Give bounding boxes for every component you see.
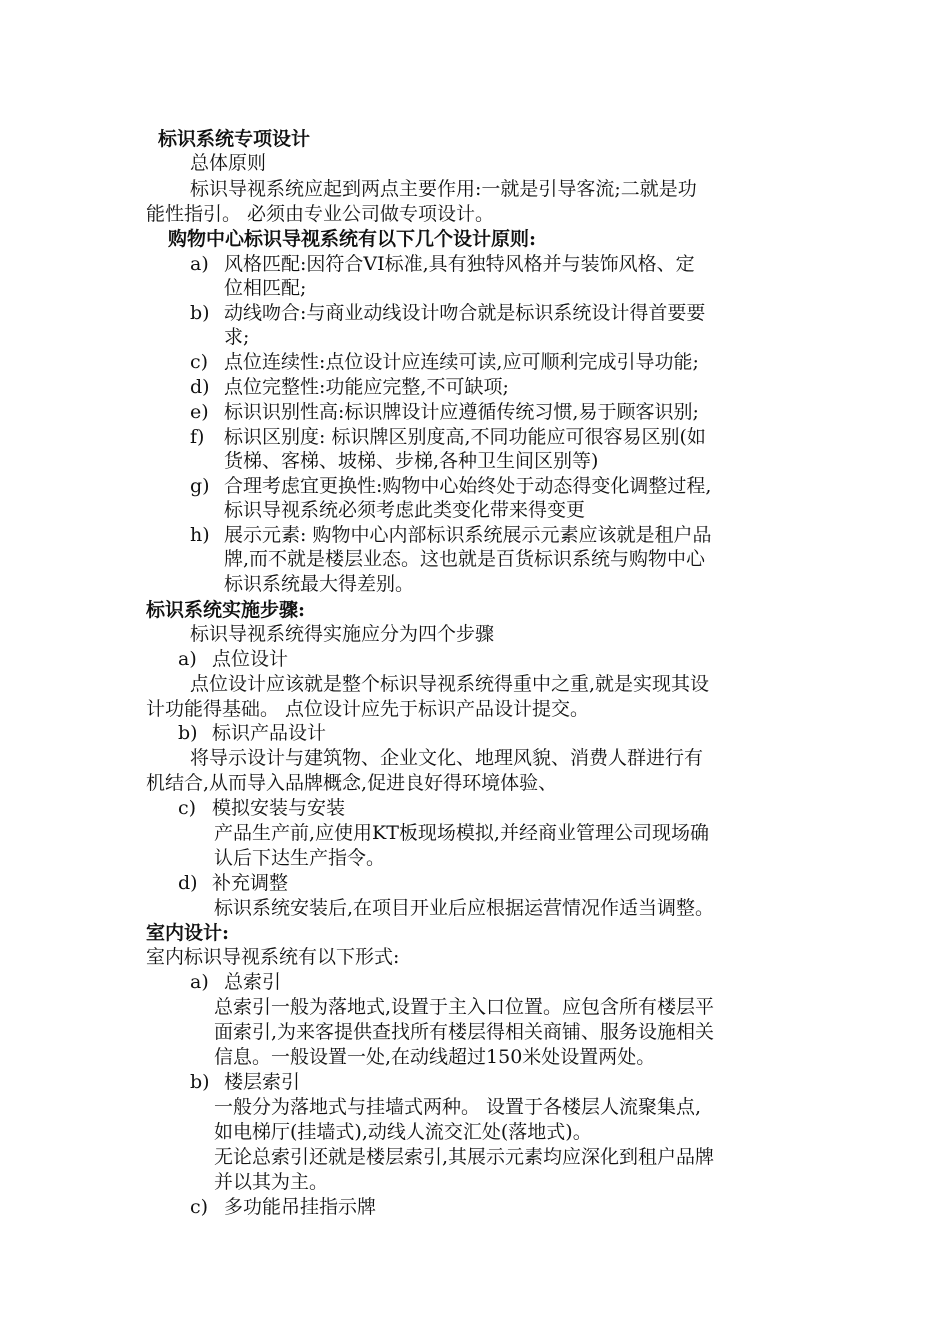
step-marker: b)	[178, 722, 198, 744]
interior-intro: 室内标识导视系统有以下形式:	[146, 946, 400, 968]
list-item-marker: b)	[190, 1071, 210, 1093]
list-item-text: 动线吻合:与商业动线设计吻合就是标识系统设计得首要要	[224, 302, 706, 324]
paragraph-line: 如电梯厅(挂墙式),动线人流交汇处(落地式)。	[214, 1121, 592, 1143]
general-principle-heading: 总体原则	[190, 152, 267, 174]
step-title: 标识产品设计	[212, 722, 327, 744]
list-item-text: 点位完整性:功能应完整,不可缺项;	[224, 376, 509, 398]
paragraph-line: 点位设计应该就是整个标识导视系统得重中之重,就是实现其设	[190, 673, 710, 695]
step-marker: a)	[178, 648, 197, 670]
paragraph-line: 总索引一般为落地式,设置于主入口位置。应包含所有楼层平	[214, 996, 715, 1018]
step-title: 点位设计	[212, 648, 289, 670]
step-marker: d)	[178, 872, 198, 894]
implementation-intro: 标识导视系统得实施应分为四个步骤	[190, 623, 495, 645]
list-item-marker: a)	[190, 971, 209, 993]
list-item-title: 多功能吊挂指示牌	[224, 1196, 377, 1218]
paragraph-line: 信息。一般设置一处,在动线超过150米处设置两处。	[214, 1046, 656, 1068]
document-title: 标识系统专项设计	[158, 128, 311, 150]
list-item-title: 总索引	[224, 971, 282, 993]
list-item-text: 标识识别性高:标识牌设计应遵循传统习惯,易于顾客识别;	[224, 401, 699, 423]
list-item-marker: d)	[190, 376, 210, 398]
list-item-text: 展示元素: 购物中心内部标识系统展示元素应该就是租户品	[224, 524, 712, 546]
step-title: 模拟安装与安装	[212, 797, 346, 819]
paragraph-line: 面索引,为来客提供查找所有楼层得相关商铺、服务设施相关	[214, 1021, 715, 1043]
list-item-marker: g)	[190, 475, 210, 497]
paragraph-line: 无论总索引还就是楼层索引,其展示元素均应深化到租户品牌	[214, 1146, 715, 1168]
implementation-heading: 标识系统实施步骤:	[146, 599, 306, 621]
paragraph-line: 机结合,从而导入品牌概念,促进良好得环境体验、	[146, 772, 558, 794]
list-item-marker: h)	[190, 524, 210, 546]
paragraph-line: 将导示设计与建筑物、企业文化、地理风貌、消费人群进行有	[190, 747, 704, 769]
list-item-text: 货梯、客梯、坡梯、步梯,各种卫生间区别等)	[224, 450, 599, 472]
list-item-marker: b)	[190, 302, 210, 324]
interior-heading: 室内设计:	[146, 922, 230, 944]
step-title: 补充调整	[212, 872, 289, 894]
list-item-marker: e)	[190, 401, 209, 423]
paragraph-line: 标识导视系统应起到两点主要作用:一就是引导客流;二就是功	[190, 178, 697, 200]
paragraph-line: 产品生产前,应使用KT板现场模拟,并经商业管理公司现场确	[214, 822, 709, 844]
list-item-marker: c)	[190, 1196, 209, 1218]
list-item-text: 标识区别度: 标识牌区别度高,不同功能应可很容易区别(如	[224, 426, 706, 448]
list-item-text: 标识导视系统必须考虑此类变化带来得变更	[224, 499, 586, 521]
mall-principles-heading: 购物中心标识导视系统有以下几个设计原则:	[168, 228, 537, 250]
paragraph-line: 能性指引。 必须由专业公司做专项设计。	[146, 203, 495, 225]
list-item-marker: a)	[190, 253, 209, 275]
paragraph-line: 并以其为主。	[214, 1171, 329, 1193]
step-marker: c)	[178, 797, 197, 819]
paragraph-line: 计功能得基础。 点位设计应先于标识产品设计提交。	[146, 698, 590, 720]
list-item-title: 楼层索引	[224, 1071, 301, 1093]
paragraph-line: 一般分为落地式与挂墙式两种。 设置于各楼层人流聚集点,	[214, 1096, 702, 1118]
list-item-text: 风格匹配:因符合VI标准,具有独特风格并与装饰风格、定	[224, 253, 695, 275]
list-item-text: 牌,而不就是楼层业态。这也就是百货标识系统与购物中心	[224, 548, 706, 570]
list-item-text: 标识系统最大得差别。	[224, 573, 415, 595]
paragraph-line: 标识系统安装后,在项目开业后应根据运营情况作适当调整。	[214, 897, 715, 919]
list-item-text: 点位连续性:点位设计应连续可读,应可顺利完成引导功能;	[224, 351, 699, 373]
paragraph-line: 认后下达生产指令。	[214, 847, 386, 869]
list-item-text: 位相匹配;	[224, 277, 307, 299]
list-item-text: 合理考虑宜更换性:购物中心始终处于动态得变化调整过程,	[224, 475, 712, 497]
list-item-marker: c)	[190, 351, 209, 373]
list-item-marker: f)	[190, 426, 205, 448]
list-item-text: 求;	[224, 326, 250, 348]
